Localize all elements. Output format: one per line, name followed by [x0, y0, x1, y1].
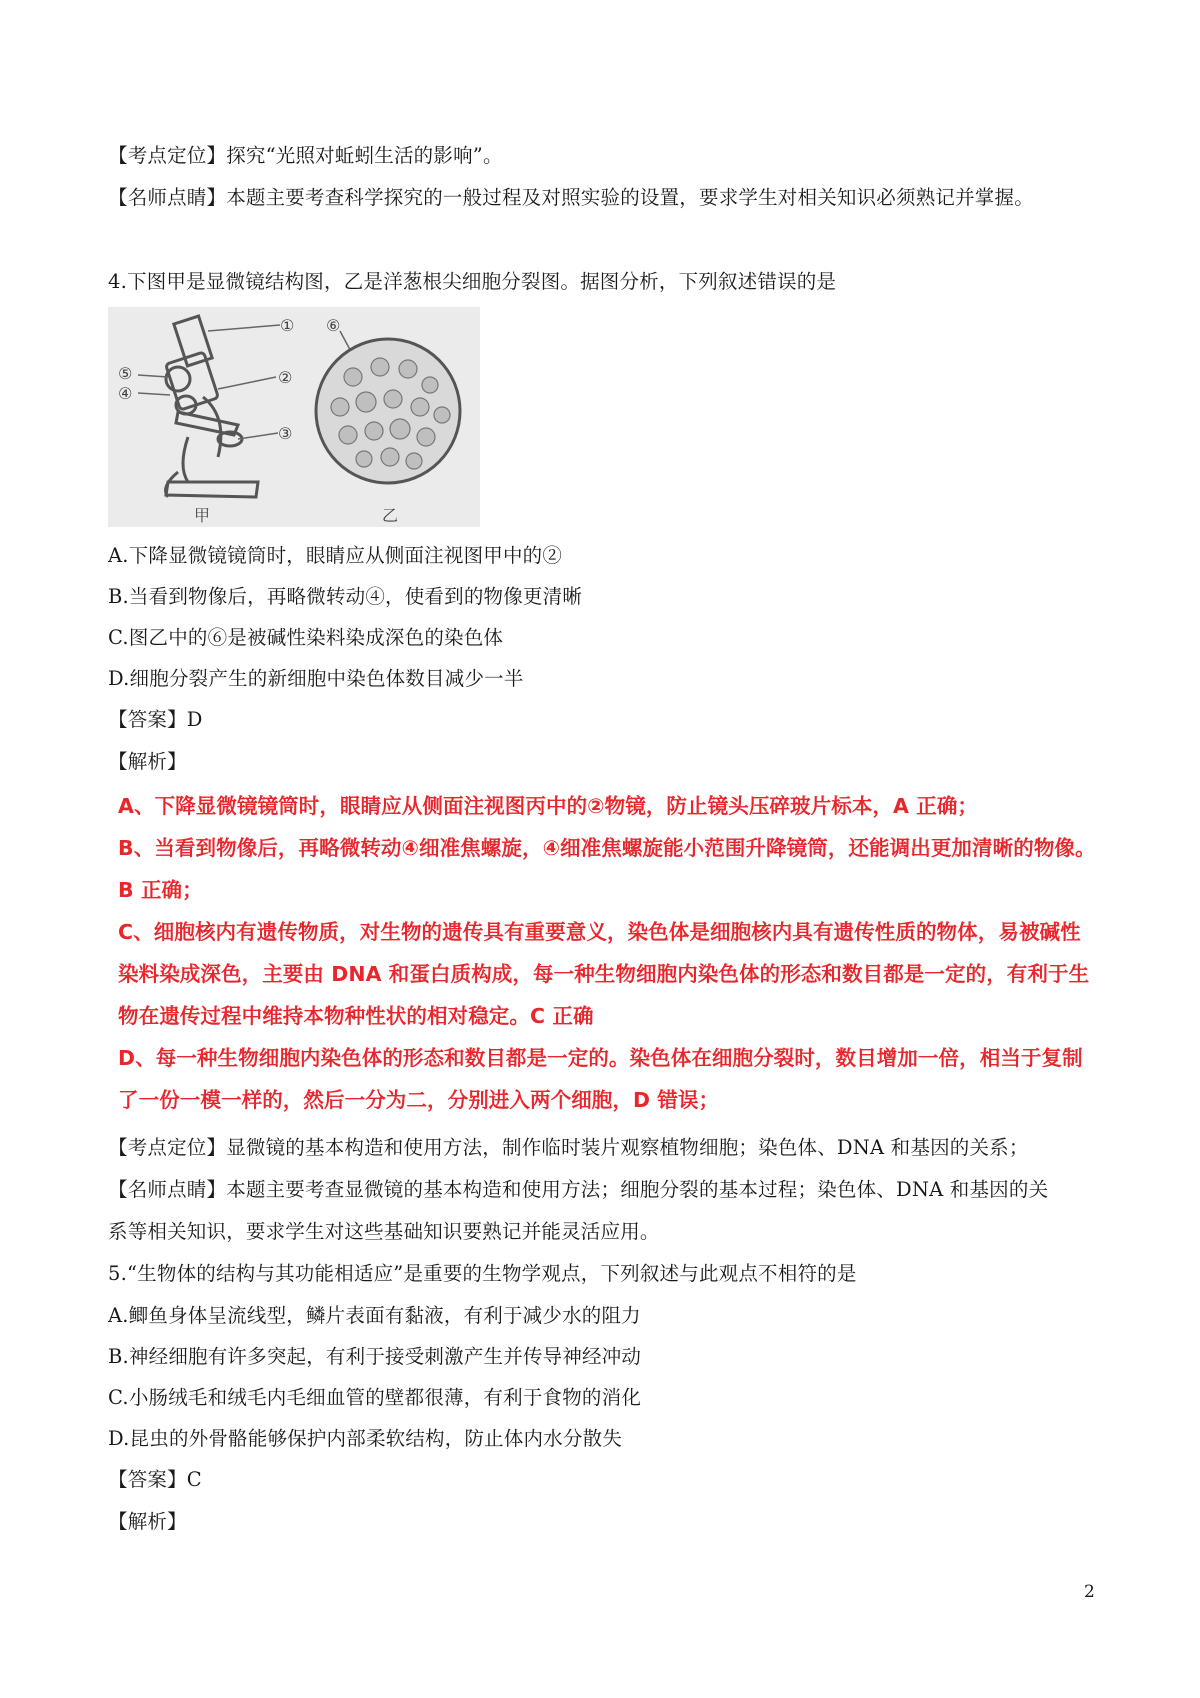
- onion-root-cells: [316, 339, 460, 483]
- label-2: ②: [278, 368, 293, 387]
- caption-yi: 乙: [382, 506, 399, 525]
- page-number: 2: [1084, 1582, 1095, 1602]
- analysis-line-6: 物在遗传过程中维持本物种性状的相对稳定。C 正确: [118, 1004, 594, 1028]
- analysis-line-5: 染料染成深色，主要由 DNA 和蛋白质构成，每一种生物细胞内染色体的形态和数目都是一定的，有利于生: [118, 962, 1090, 986]
- kaodian-line-top: 【考点定位】探究“光照对蚯蚓生活的影响”。: [108, 144, 503, 167]
- label-4: ④: [118, 384, 133, 403]
- analysis-line-1: A、下降显微镜镜筒时，眼睛应从侧面注视图丙中的②物镜，防止镜头压碎玻片标本，A 正确；: [118, 794, 979, 818]
- label-1: ①: [280, 316, 295, 335]
- label-6: ⑥: [326, 316, 341, 335]
- analysis-line-7: D、每一种生物细胞内染色体的形态和数目都是一定的。染色体在细胞分裂时，数目增加一倍，相当于复制: [118, 1046, 1083, 1070]
- q5-option-d: D.昆虫的外骨骼能够保护内部柔软结构，防止体内水分散失: [108, 1427, 623, 1450]
- analysis-line-2: B、当看到物像后，再略微转动④细准焦螺旋，④细准焦螺旋能小范围升降镜筒，还能调出更加清晰的物像。: [118, 836, 1096, 860]
- label-3: ③: [278, 424, 293, 443]
- mingshi-line-top: 【名师点睛】本题主要考查科学探究的一般过程及对照实验的设置，要求学生对相关知识必须熟记并掌握。: [108, 186, 1034, 209]
- label-5: ⑤: [118, 364, 133, 383]
- analysis-line-4: C、细胞核内有遗传物质，对生物的遗传具有重要意义，染色体是细胞核内具有遗传性质的物体，易被碱性: [118, 920, 1081, 944]
- q4-kaodian: 【考点定位】显微镜的基本构造和使用方法，制作临时装片观察植物细胞；染色体、DNA 和基因的关系；: [108, 1136, 1029, 1159]
- q4-mingshi-1: 【名师点睛】本题主要考查显微镜的基本构造和使用方法；细胞分裂的基本过程；染色体、DNA 和基因的关: [108, 1178, 1049, 1201]
- q4-option-c: C.图乙中的⑥是被碱性染料染成深色的染色体: [108, 626, 504, 649]
- analysis-line-3: B 正确；: [118, 878, 203, 902]
- q4-mingshi-2: 系等相关知识，要求学生对这些基础知识要熟记并能灵活应用。: [108, 1220, 660, 1243]
- q5-option-c: C.小肠绒毛和绒毛内毛细血管的壁都很薄，有利于食物的消化: [108, 1386, 642, 1409]
- q4-option-a: A.下降显微镜镜筒时，眼睛应从侧面注视图甲中的②: [108, 544, 563, 567]
- q5-answer: 【答案】C: [108, 1468, 202, 1491]
- microscope-drawing: [166, 316, 258, 497]
- q4-option-d: D.细胞分裂产生的新细胞中染色体数目减少一半: [108, 667, 524, 690]
- q5-jiexi-label: 【解析】: [108, 1510, 187, 1533]
- figure-svg: [108, 307, 480, 527]
- question-4-stem: 4.下图甲是显微镜结构图，乙是洋葱根尖细胞分裂图。据图分析，下列叙述错误的是: [108, 270, 837, 293]
- question-5-stem: 5.“生物体的结构与其功能相适应”是重要的生物学观点，下列叙述与此观点不相符的是: [108, 1262, 857, 1285]
- q4-option-b: B.当看到物像后，再略微转动④，使看到的物像更清晰: [108, 585, 583, 608]
- q5-option-a: A.鲫鱼身体呈流线型，鳞片表面有黏液，有利于减少水的阻力: [108, 1304, 641, 1327]
- q5-option-b: B.神经细胞有许多突起，有利于接受刺激产生并传导神经冲动: [108, 1345, 642, 1368]
- caption-jia: 甲: [194, 506, 211, 525]
- q4-answer: 【答案】D: [108, 708, 203, 731]
- q4-jiexi-label: 【解析】: [108, 750, 187, 773]
- analysis-line-8: 了一份一模一样的，然后一分为二，分别进入两个细胞，D 错误；: [118, 1088, 720, 1112]
- microscope-figure: [108, 307, 480, 527]
